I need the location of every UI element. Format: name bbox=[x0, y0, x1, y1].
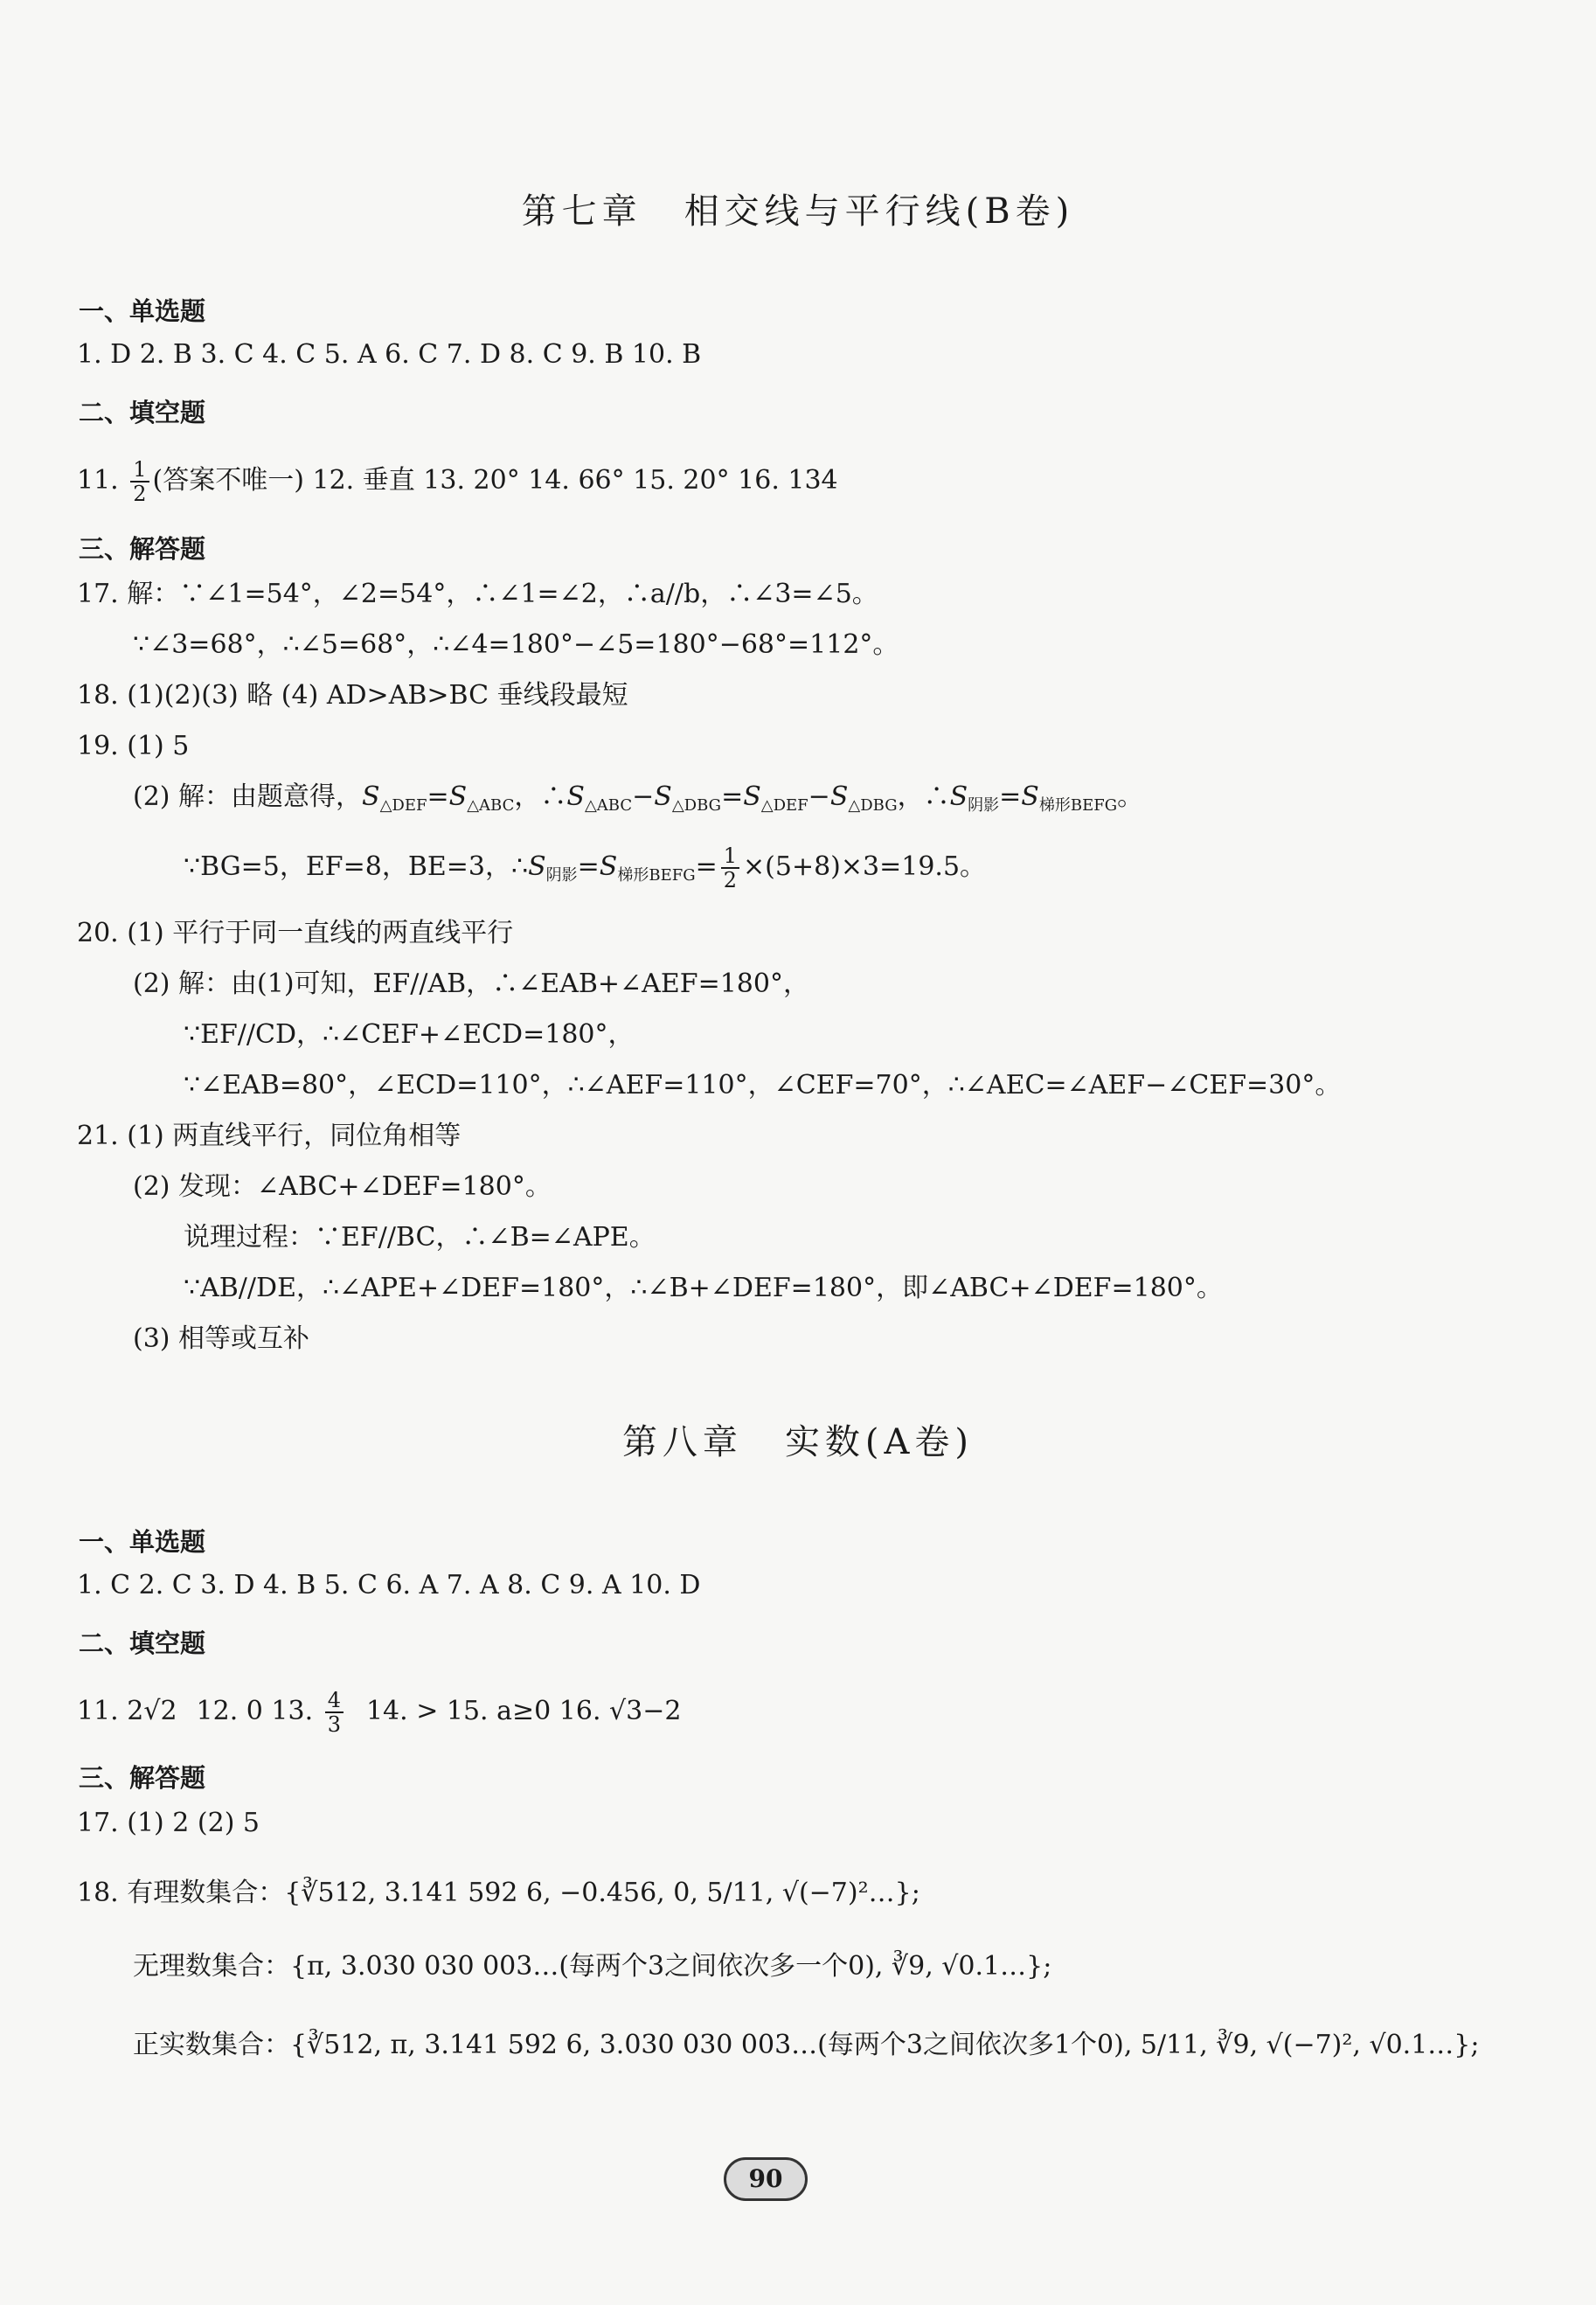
ch8-fill-answers: 11. 2√2 12. 0 13. $\frac{4}{3}$ 14. > 15. a≥0 16. √3−2 bbox=[77, 1688, 682, 1737]
chapter-7-title: 第七章 相交线与平行线(B卷) bbox=[521, 191, 1075, 232]
ch7-q21-part5: (3) 相等或互补 bbox=[133, 1323, 310, 1354]
ch7-q20-part4: ∵∠EAB=80°，∠ECD=110°，∴∠AEF=110°，∠CEF=70°，∴∠AEC=∠AEF−∠CEF=30°。 bbox=[184, 1070, 1342, 1100]
ch7-q21-part4: ∵AB//DE，∴∠APE+∠DEF=180°，∴∠B+∠DEF=180°，即∠ABC+∠DEF=180°。 bbox=[184, 1273, 1223, 1303]
ch7-q20-part3: ∵EF//CD，∴∠CEF+∠ECD=180°， bbox=[184, 1019, 635, 1050]
ch7-section-solutions: 三、解答题 bbox=[79, 534, 206, 564]
ch7-section-fill: 二、填空题 bbox=[79, 398, 206, 427]
ch8-mc-answers: 1. C 2. C 3. D 4. B 5. C 6. A 7. A 8. C 9. A 10. D bbox=[77, 1570, 701, 1600]
ch8-section-single-choice: 一、单选题 bbox=[79, 1527, 206, 1557]
ch8-q18-rational: 18. 有理数集合：{∛512, 3.141 592 6, −0.456, 0, 5/11, √(−7)²…}; bbox=[77, 1878, 920, 1908]
ch7-q20-part2: (2) 解：由(1)可知，EF//AB，∴∠EAB+∠AEF=180°， bbox=[133, 969, 809, 999]
page-number: 90 bbox=[724, 2157, 808, 2201]
ch8-section-solutions: 三、解答题 bbox=[79, 1763, 206, 1793]
fraction: $\frac{4}{3}$ bbox=[325, 1689, 343, 1736]
fraction: $\frac{1}{2}$ bbox=[130, 458, 149, 505]
ch7-fill-answers: 11. $\frac{1}{2}$ (答案不唯一) 12. 垂直 13. 20° 14. 66° 15. 20° 16. 134 bbox=[77, 457, 838, 506]
ch8-q18-irrational: 无理数集合：{π, 3.030 030 003…(每两个3之间依次多一个0), ∛9, √0.1…}; bbox=[133, 1951, 1052, 1982]
ch7-q21-part3: 说理过程：∵EF//BC，∴∠B=∠APE。 bbox=[184, 1222, 656, 1253]
ch7-q21-part1: 21. (1) 两直线平行，同位角相等 bbox=[77, 1121, 461, 1151]
ch8-q18-positive: 正实数集合：{∛512, π, 3.141 592 6, 3.030 030 003…(每两个3之间依次多1个0), 5/11, ∛9, √(−7)², √0.1…}; bbox=[133, 2030, 1480, 2060]
ch7-section-single-choice: 一、单选题 bbox=[79, 296, 206, 326]
ch7-q17-line2: ∵∠3=68°，∴∠5=68°，∴∠4=180°−∠5=180°−68°=112°。 bbox=[133, 629, 899, 660]
ch8-section-fill: 二、填空题 bbox=[79, 1628, 206, 1658]
ch7-q20-part1: 20. (1) 平行于同一直线的两直线平行 bbox=[77, 918, 514, 948]
ch7-q18: 18. (1)(2)(3) 略 (4) AD>AB>BC 垂线段最短 bbox=[77, 680, 628, 711]
chapter-8-title: 第八章 实数(A卷) bbox=[621, 1422, 975, 1462]
ch7-q17-line1: 17. 解：∵∠1=54°，∠2=54°，∴∠1=∠2，∴a//b，∴∠3=∠5。 bbox=[77, 579, 878, 609]
ch7-q19-part1: 19. (1) 5 bbox=[77, 731, 190, 761]
ch7-q21-part2: (2) 发现：∠ABC+∠DEF=180°。 bbox=[133, 1171, 552, 1202]
ch7-q19-part2: (2) 解：由题意得，$S_{\triangle DEF}=S_{\triangle ABC}$，$\therefore S_{\triangle ABC}-S_{\triangle DBG}=S_{\triangle DEF}-S_{\triangle DBG}$，$\therefore S_{阴影}=S_{梯形BEFG}$。 bbox=[133, 781, 1144, 815]
ch7-mc-answers: 1. D 2. B 3. C 4. C 5. A 6. C 7. D 8. C 9. B 10. B bbox=[77, 339, 702, 370]
fraction-half: $\frac{1}{2}$ bbox=[721, 844, 739, 892]
ch8-q17: 17. (1) 2 (2) 5 bbox=[77, 1808, 260, 1838]
ch7-q19-part3: ∵BG=5，EF=8，BE=3，$\therefore S_{阴影}=S_{梯形BEFG}=$ $\frac{1}{2}$ ×(5+8)×3=19.5。 bbox=[184, 844, 987, 892]
